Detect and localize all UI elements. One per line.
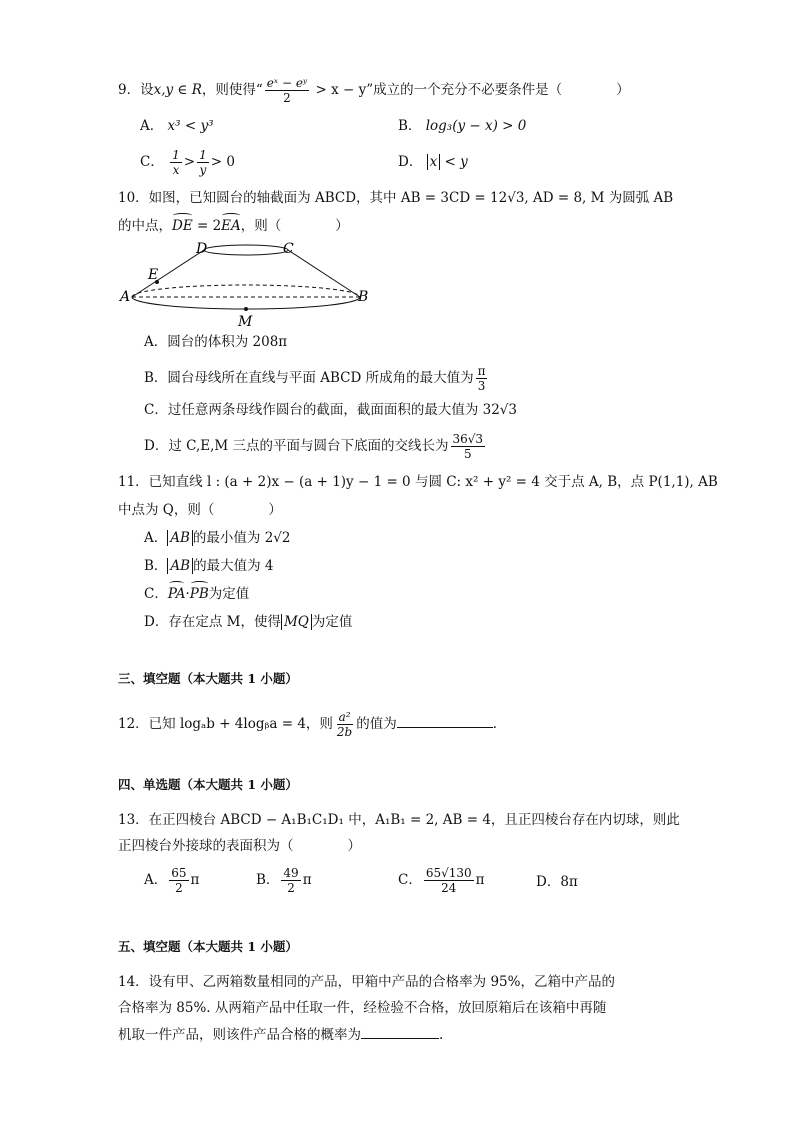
q9-option-a [140, 116, 214, 136]
q9-frac-num: eˣ − eʸ [266, 76, 308, 90]
q10-option-a: A．圆台的体积为 208π [144, 334, 288, 350]
q11-option-c [144, 584, 249, 604]
q9-stem [118, 76, 630, 105]
q9-b-text: log₃(y − x) > 0 [425, 118, 527, 134]
q9-option-d [398, 152, 468, 172]
top-ellipse [204, 245, 288, 255]
q9-mid: ，则使得“ [201, 82, 263, 98]
q10-option-c: C．过任意两条母线作圆台的截面，截面面积的最大值为 32√3 [144, 402, 517, 418]
q11-a-label: A． [144, 530, 168, 546]
q11-a-abs: AB [167, 530, 193, 546]
q13-line1: 13．在正四棱台 ABCD − A₁B₁C₁D₁ 中，A₁B₁ = 2, AB = 4，且正四棱台存在内切球，则此 [118, 812, 680, 828]
q13-b-d: 2 [287, 881, 295, 895]
q10-line1: 10．如图，已知圆台的轴截面为 ABCD，其中 AB = 3CD = 12√3, AD = 8, M 为圆弧 AB [118, 190, 674, 206]
q9-c-frac1 [170, 148, 182, 177]
q9-c-frac2 [197, 148, 209, 177]
q13-c-pi: π [475, 872, 485, 888]
q13-line2: 正四棱台外接球的表面积为（ ） [118, 838, 361, 854]
q9-a-label: A． [140, 118, 164, 134]
q10-l2b: ，则（ ） [240, 218, 349, 234]
q10-line2 [118, 216, 349, 236]
q11-c-pa: PA [167, 586, 186, 602]
q11-b-text: 的最大值为 4 [193, 558, 274, 574]
q9-c-label: C． [140, 154, 164, 170]
q9-c-f1d: x [172, 163, 180, 177]
q11-option-a [144, 528, 291, 548]
q13-a-frac [169, 866, 188, 895]
q9-var: x,y ∈ R [153, 82, 202, 98]
q10-b-d: 3 [477, 379, 486, 393]
q9-c-gt: > [183, 154, 196, 170]
q12-end: ． [492, 716, 507, 732]
q10-option-b [144, 364, 489, 393]
q9-a-text: x³ < y³ [167, 118, 214, 134]
q10-b-text: B．圆台母线所在直线与平面 ABCD 所成角的最大值为 [144, 370, 474, 386]
q12 [118, 710, 506, 739]
q11-d-text: 为定值 [311, 614, 353, 630]
label-m: M [238, 314, 253, 330]
q13-b-frac [281, 866, 300, 895]
q9-d-label: D． [398, 154, 423, 170]
q11-d-label: D．存在定点 M，使得 [144, 614, 281, 630]
q9-c-f2n: 1 [199, 148, 207, 162]
q9-c-f1n: 1 [172, 148, 180, 162]
q13-b-pi: π [302, 872, 312, 888]
q10-d-text: D．过 C,E,M 三点的平面与圆台下底面的交线长为 [144, 438, 449, 454]
q13-b-label: B． [256, 872, 280, 888]
q11-b-abs: AB [167, 558, 193, 574]
q14-answer-blank[interactable] [361, 1024, 439, 1039]
bottom-ellipse-back [132, 285, 360, 297]
section-4-heading: 四、单选题（本大题共 1 小题） [118, 777, 298, 792]
frustum-figure [118, 238, 380, 330]
q13-a-d: 2 [175, 881, 183, 895]
q13-a-pi: π [190, 872, 200, 888]
q9-b-label: B． [398, 118, 422, 134]
q10-l2a: 的中点， [118, 218, 172, 234]
q11-c-pb: PB [189, 586, 209, 602]
q12-answer-blank[interactable] [397, 713, 493, 728]
q11-b-label: B． [144, 558, 168, 574]
q11-d-abs: MQ [281, 614, 312, 630]
q13-a-label: A． [144, 872, 168, 888]
q12-frac [335, 710, 354, 739]
q12-post: 的值为 [356, 716, 397, 732]
q12-pre: 12．已知 logₐb + 4logᵦa = 4，则 [118, 716, 333, 732]
label-d: D [196, 241, 208, 257]
q9-d-abs: x [427, 154, 441, 170]
q11-option-b [144, 556, 273, 576]
q10-d-frac [451, 432, 486, 461]
q9-tail: > x − y”成立的一个充分不必要条件是（ ） [311, 82, 630, 98]
point-m [244, 307, 248, 311]
q10-d-n: 36√3 [452, 432, 484, 446]
q13-option-a [144, 866, 199, 895]
q12-fn: a² [338, 710, 351, 724]
q14-line3 [118, 1024, 443, 1045]
q13-c-label: C． [398, 872, 422, 888]
generatrix-ad [132, 250, 204, 297]
label-b: B [358, 289, 369, 305]
q9-option-c [140, 148, 235, 177]
q11-a-text: 的最小值为 2√2 [192, 530, 291, 546]
q10-option-d [144, 432, 487, 461]
q11-line1: 11．已知直线 l : (a + 2)x − (a + 1)y − 1 = 0 与圆 C: x² + y² = 4 交于点 A, B，点 P(1,1), AB [118, 474, 718, 490]
q9-fraction [265, 76, 309, 105]
generatrix-bc [288, 250, 360, 297]
q13-option-c [398, 866, 485, 895]
section-3-heading: 三、填空题（本大题共 1 小题） [118, 671, 298, 686]
q10-eq: = 2 [192, 218, 222, 234]
q11-c-label: C． [144, 586, 168, 602]
q13-c-n: 65√130 [425, 866, 472, 880]
q11-c-dot: · [185, 586, 190, 602]
q10-b-n: π [477, 364, 486, 378]
q9-option-b [398, 116, 526, 136]
q14-line2: 合格率为 85%. 从两箱产品中任取一件，经检验不合格，放回原箱后在该箱中再随 [118, 1000, 607, 1016]
q10-d-d: 5 [463, 447, 472, 461]
q9-c-tail: > 0 [210, 154, 235, 170]
q14-line3-text: 机取一件产品，则该件产品合格的概率为 [118, 1027, 361, 1043]
q13-option-d: D．8π [536, 874, 578, 890]
section-5-heading: 五、填空题（本大题共 1 小题） [118, 939, 298, 954]
q10-arc-de: DE [172, 218, 193, 234]
label-c: C [283, 241, 294, 257]
q10-arc-ea: EA [221, 218, 241, 234]
q12-fd: 2b [336, 725, 353, 739]
q13-b-n: 49 [283, 866, 299, 880]
q10-b-frac [476, 364, 488, 393]
q13-option-b [256, 866, 312, 895]
q11-c-text: 为定值 [208, 586, 250, 602]
label-a: A [120, 289, 131, 305]
label-e: E [148, 267, 159, 283]
q9-prefix: 9．设 [118, 82, 154, 98]
q14-line1: 14．设有甲、乙两箱数量相同的产品，甲箱中产品的合格率为 95%，乙箱中产品的 [118, 974, 615, 990]
q9-frac-den: 2 [283, 91, 291, 105]
q11-line2: 中点为 Q，则（ ） [118, 502, 282, 518]
q11-option-d [144, 612, 352, 632]
q9-d-tail: < y [444, 154, 468, 170]
q13-c-frac [424, 866, 474, 895]
q13-c-d: 24 [441, 881, 457, 895]
q9-c-f2d: y [199, 163, 207, 177]
q13-a-n: 65 [171, 866, 187, 880]
q14-end: . [439, 1027, 444, 1043]
